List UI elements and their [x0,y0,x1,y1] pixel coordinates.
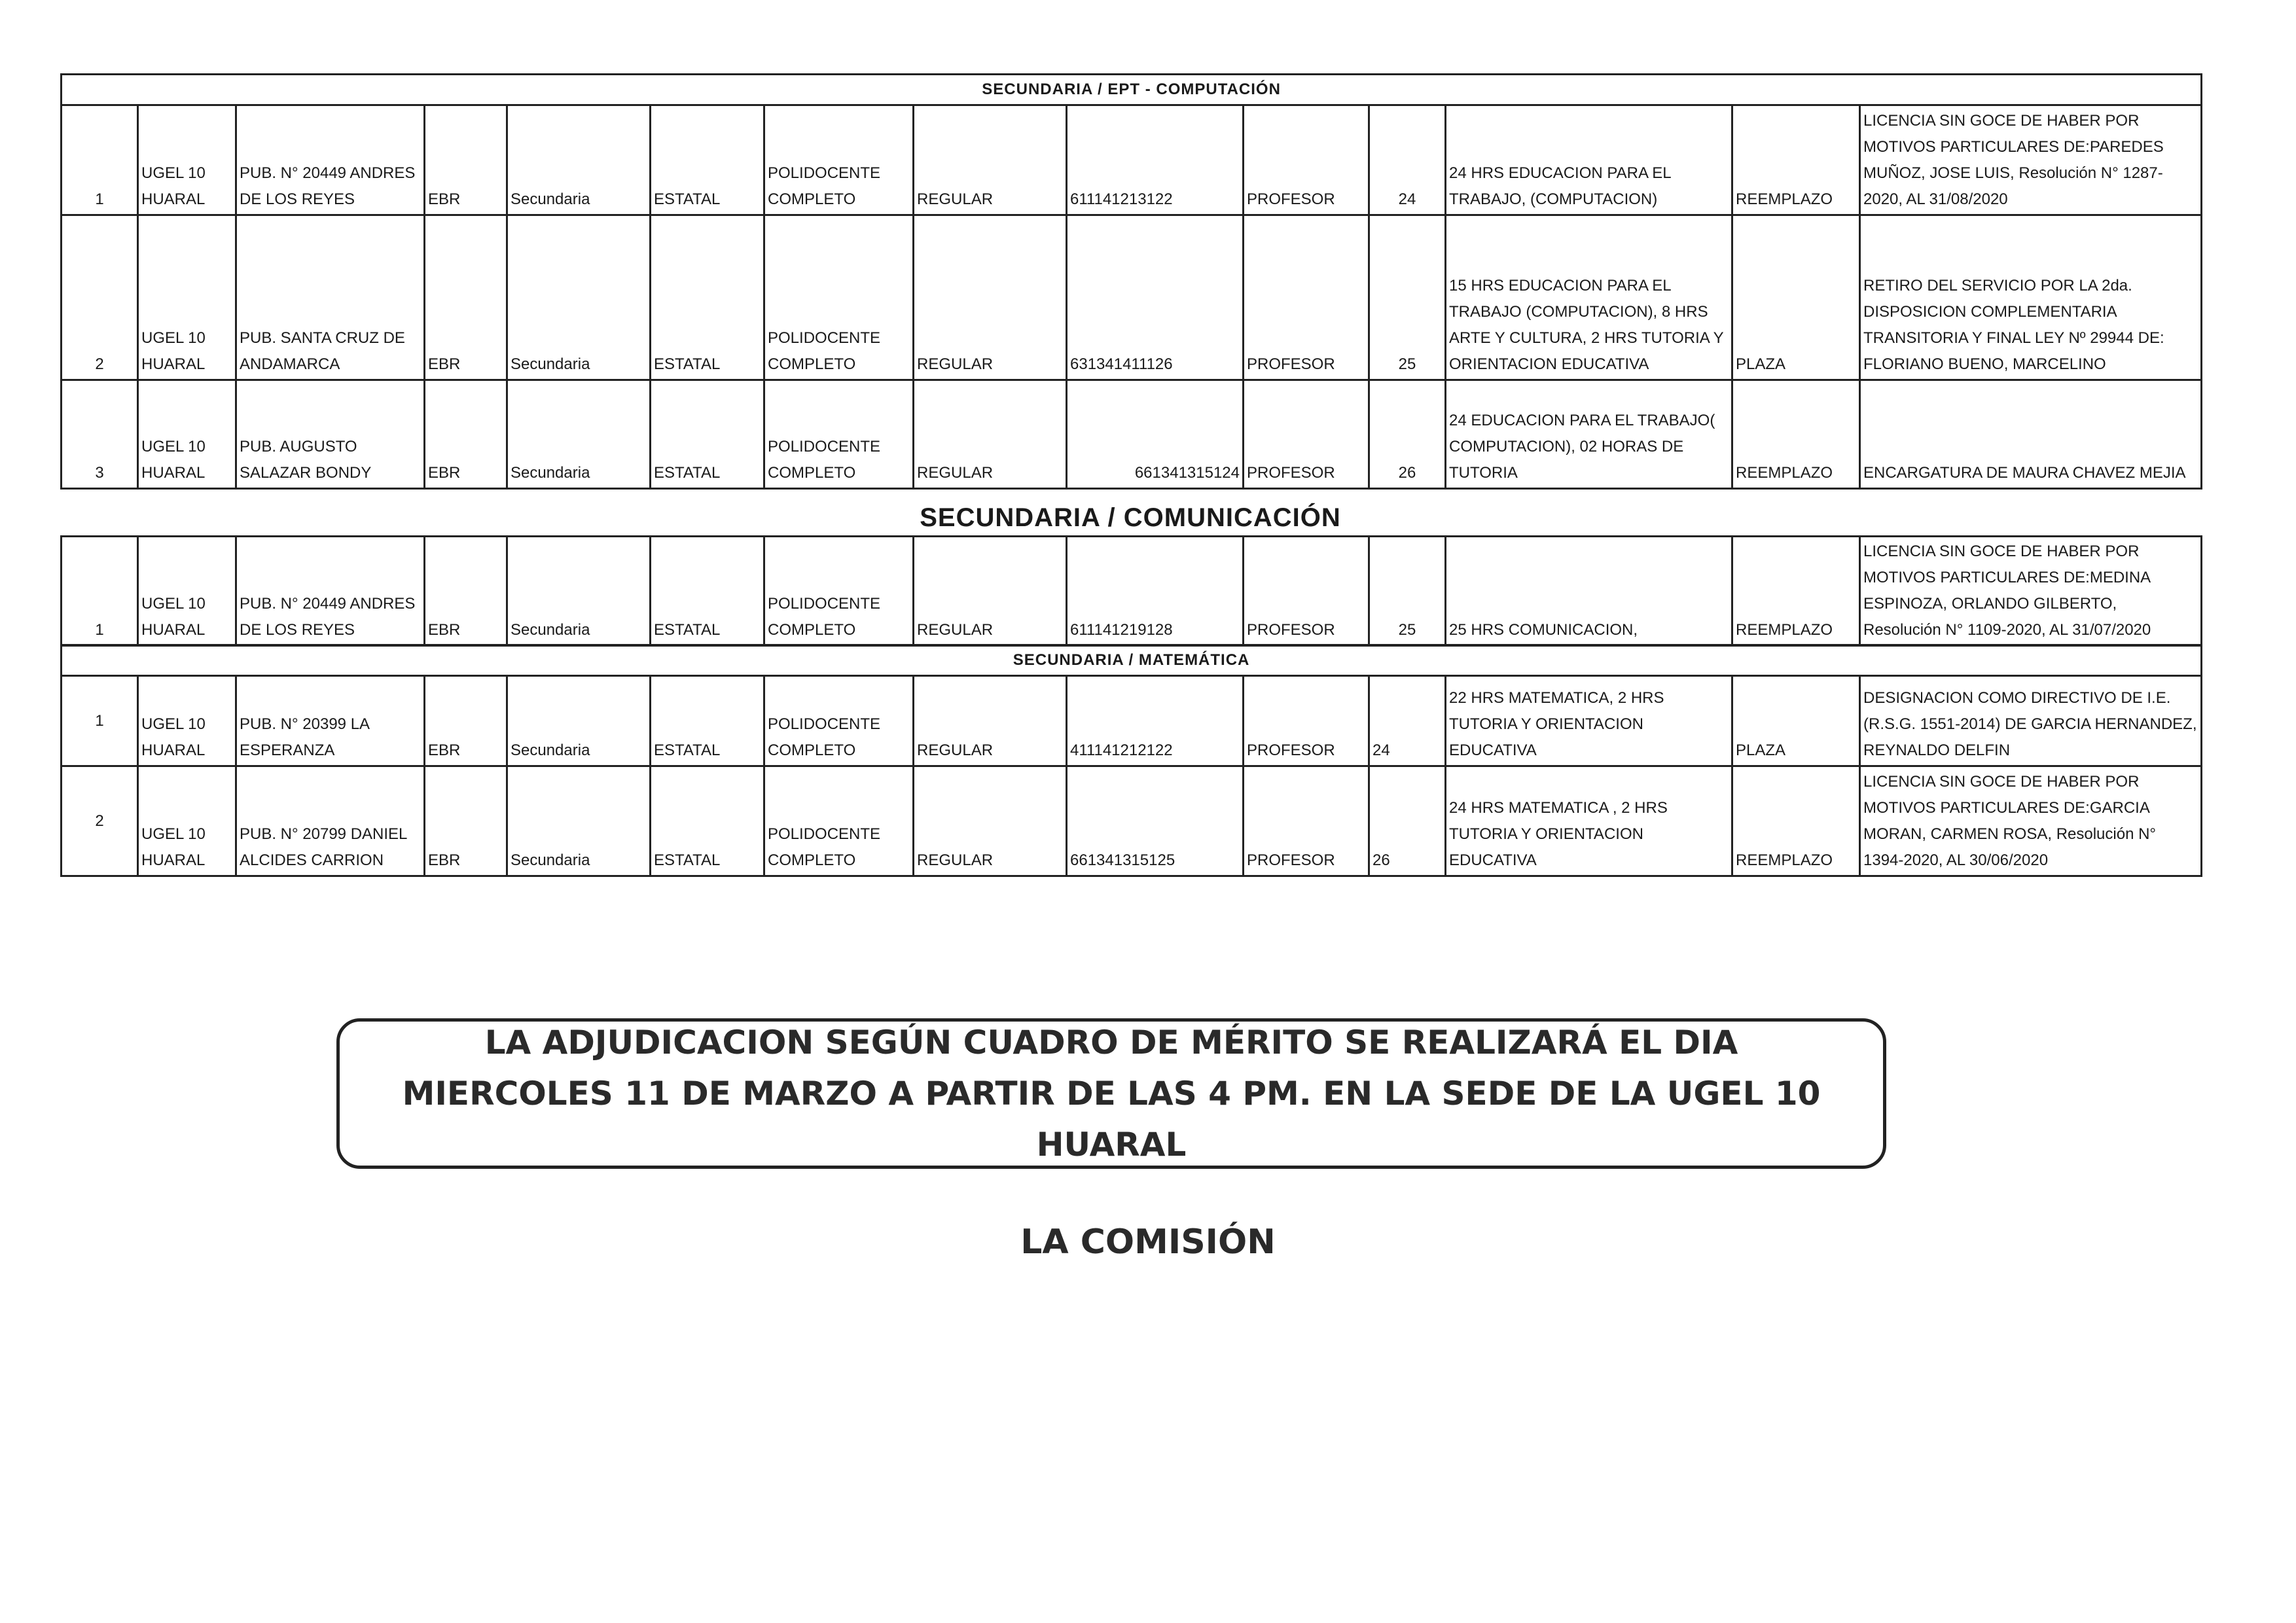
cell-number: 3 [62,380,138,489]
cell-modality: EBR [425,380,507,489]
cell-management: ESTATAL [651,380,764,489]
cell-vacancy-type: REEMPLAZO [1732,766,1860,876]
cell-level: Secundaria [507,380,651,489]
cell-reason: LICENCIA SIN GOCE DE HABER POR MOTIVOS PARTICULARES DE:PAREDES MUÑOZ, JOSE LUIS, Resolución N° 1287-2020, AL 31/08/2020 [1860,105,2202,215]
table-row [62,215,2202,380]
cell-reason: LICENCIA SIN GOCE DE HABER POR MOTIVOS PARTICULARES DE:MEDINA ESPINOZA, ORLANDO GILBERTO, Resolución N° 1109-2020, AL 31/07/2020 [1860,537,2202,646]
cell-institution: PUB. N° 20399 LA ESPERANZA [236,676,425,766]
cell-code: 611141213122 [1067,105,1244,215]
cell-management: ESTATAL [651,676,764,766]
section-title: SECUNDARIA / EPT - COMPUTACIÓN [62,75,2202,105]
table-row [62,676,2202,766]
cell-shift: REGULAR [914,537,1067,646]
table-row [62,537,2202,646]
cell-shift: REGULAR [914,766,1067,876]
cell-vacancy-type: PLAZA [1732,676,1860,766]
cell-shift: REGULAR [914,676,1067,766]
cell-number: 2 [62,215,138,380]
cell-type: POLIDOCENTE COMPLETO [764,676,914,766]
cell-code: 611141219128 [1067,537,1244,646]
cell-type: POLIDOCENTE COMPLETO [764,766,914,876]
cell-ugel: UGEL 10 HUARAL [138,105,236,215]
cell-institution: PUB. N° 20449 ANDRES DE LOS REYES [236,105,425,215]
cell-modality: EBR [425,766,507,876]
section-comunicacion [60,535,2200,647]
commission-signature: LA COMISIÓN [1020,1222,1276,1262]
cell-institution: PUB. N° 20799 DANIEL ALCIDES CARRION [236,766,425,876]
cell-position: PROFESOR [1244,105,1369,215]
cell-reason: RETIRO DEL SERVICIO POR LA 2da. DISPOSICION COMPLEMENTARIA TRANSITORIA Y FINAL LEY Nº 29944 DE: FLORIANO BUENO, MARCELINO [1860,215,2202,380]
cell-position: PROFESOR [1244,215,1369,380]
cell-shift: REGULAR [914,105,1067,215]
cell-management: ESTATAL [651,215,764,380]
vacancy-table [60,644,2202,877]
cell-number: 1 [62,105,138,215]
section-matematica [60,644,2200,877]
section-title-comunicacion: SECUNDARIA / COMUNICACIÓN [920,503,1341,532]
cell-hours: 25 [1369,537,1446,646]
vacancy-table [60,73,2202,490]
cell-ugel: UGEL 10 HUARAL [138,537,236,646]
cell-hours: 24 [1369,105,1446,215]
cell-number: 2 [62,766,138,876]
cell-type: POLIDOCENTE COMPLETO [764,537,914,646]
cell-reason: DESIGNACION COMO DIRECTIVO DE I.E. (R.S.G. 1551-2014) DE GARCIA HERNANDEZ, REYNALDO DELFIN [1860,676,2202,766]
cell-ugel: UGEL 10 HUARAL [138,766,236,876]
cell-position: PROFESOR [1244,537,1369,646]
cell-detail: 24 HRS EDUCACION PARA EL TRABAJO, (COMPUTACION) [1446,105,1732,215]
cell-hours: 26 [1369,766,1446,876]
cell-number: 1 [62,537,138,646]
cell-management: ESTATAL [651,537,764,646]
adjudication-notice-box [336,1018,1886,1169]
cell-detail: 15 HRS EDUCACION PARA EL TRABAJO (COMPUTACION), 8 HRS ARTE Y CULTURA, 2 HRS TUTORIA Y ORIENTACION EDUCATIVA [1446,215,1732,380]
cell-type: POLIDOCENTE COMPLETO [764,380,914,489]
cell-management: ESTATAL [651,105,764,215]
cell-vacancy-type: REEMPLAZO [1732,537,1860,646]
cell-hours: 26 [1369,380,1446,489]
cell-modality: EBR [425,105,507,215]
cell-type: POLIDOCENTE COMPLETO [764,215,914,380]
cell-institution: PUB. SANTA CRUZ DE ANDAMARCA [236,215,425,380]
cell-institution: PUB. N° 20449 ANDRES DE LOS REYES [236,537,425,646]
cell-vacancy-type: REEMPLAZO [1732,105,1860,215]
cell-shift: REGULAR [914,215,1067,380]
cell-code: 661341315124 [1067,380,1244,489]
cell-detail: 24 EDUCACION PARA EL TRABAJO( COMPUTACION), 02 HORAS DE TUTORIA [1446,380,1732,489]
cell-level: Secundaria [507,105,651,215]
vacancy-table [60,535,2202,647]
cell-type: POLIDOCENTE COMPLETO [764,105,914,215]
cell-code: 411141212122 [1067,676,1244,766]
cell-level: Secundaria [507,537,651,646]
cell-modality: EBR [425,215,507,380]
cell-hours: 25 [1369,215,1446,380]
cell-institution: PUB. AUGUSTO SALAZAR BONDY [236,380,425,489]
cell-vacancy-type: PLAZA [1732,215,1860,380]
cell-modality: EBR [425,537,507,646]
cell-level: Secundaria [507,766,651,876]
table-row [62,105,2202,215]
cell-code: 661341315125 [1067,766,1244,876]
table-row [62,766,2202,876]
adjudication-notice-text: LA ADJUDICACION SEGÚN CUADRO DE MÉRITO SE REALIZARÁ EL DIA MIERCOLES 11 DE MARZO A PARTIR DE LAS 4 PM. EN LA SEDE DE LA UGEL 10 HUARAL [402,1024,1821,1164]
cell-reason: ENCARGATURA DE MAURA CHAVEZ MEJIA [1860,380,2202,489]
cell-vacancy-type: REEMPLAZO [1732,380,1860,489]
cell-ugel: UGEL 10 HUARAL [138,676,236,766]
cell-detail: 22 HRS MATEMATICA, 2 HRS TUTORIA Y ORIENTACION EDUCATIVA [1446,676,1732,766]
cell-position: PROFESOR [1244,766,1369,876]
section-computacion [60,73,2200,490]
cell-detail: 25 HRS COMUNICACION, [1446,537,1732,646]
section-title: SECUNDARIA / MATEMÁTICA [62,645,2202,676]
cell-level: Secundaria [507,215,651,380]
cell-management: ESTATAL [651,766,764,876]
cell-detail: 24 HRS MATEMATICA , 2 HRS TUTORIA Y ORIENTACION EDUCATIVA [1446,766,1732,876]
cell-position: PROFESOR [1244,380,1369,489]
cell-modality: EBR [425,676,507,766]
cell-shift: REGULAR [914,380,1067,489]
table-row [62,380,2202,489]
cell-number: 1 [62,676,138,766]
cell-hours: 24 [1369,676,1446,766]
cell-ugel: UGEL 10 HUARAL [138,380,236,489]
cell-ugel: UGEL 10 HUARAL [138,215,236,380]
cell-code: 631341411126 [1067,215,1244,380]
cell-level: Secundaria [507,676,651,766]
cell-reason: LICENCIA SIN GOCE DE HABER POR MOTIVOS PARTICULARES DE:GARCIA MORAN, CARMEN ROSA, Resolución N° 1394-2020, AL 30/06/2020 [1860,766,2202,876]
cell-position: PROFESOR [1244,676,1369,766]
